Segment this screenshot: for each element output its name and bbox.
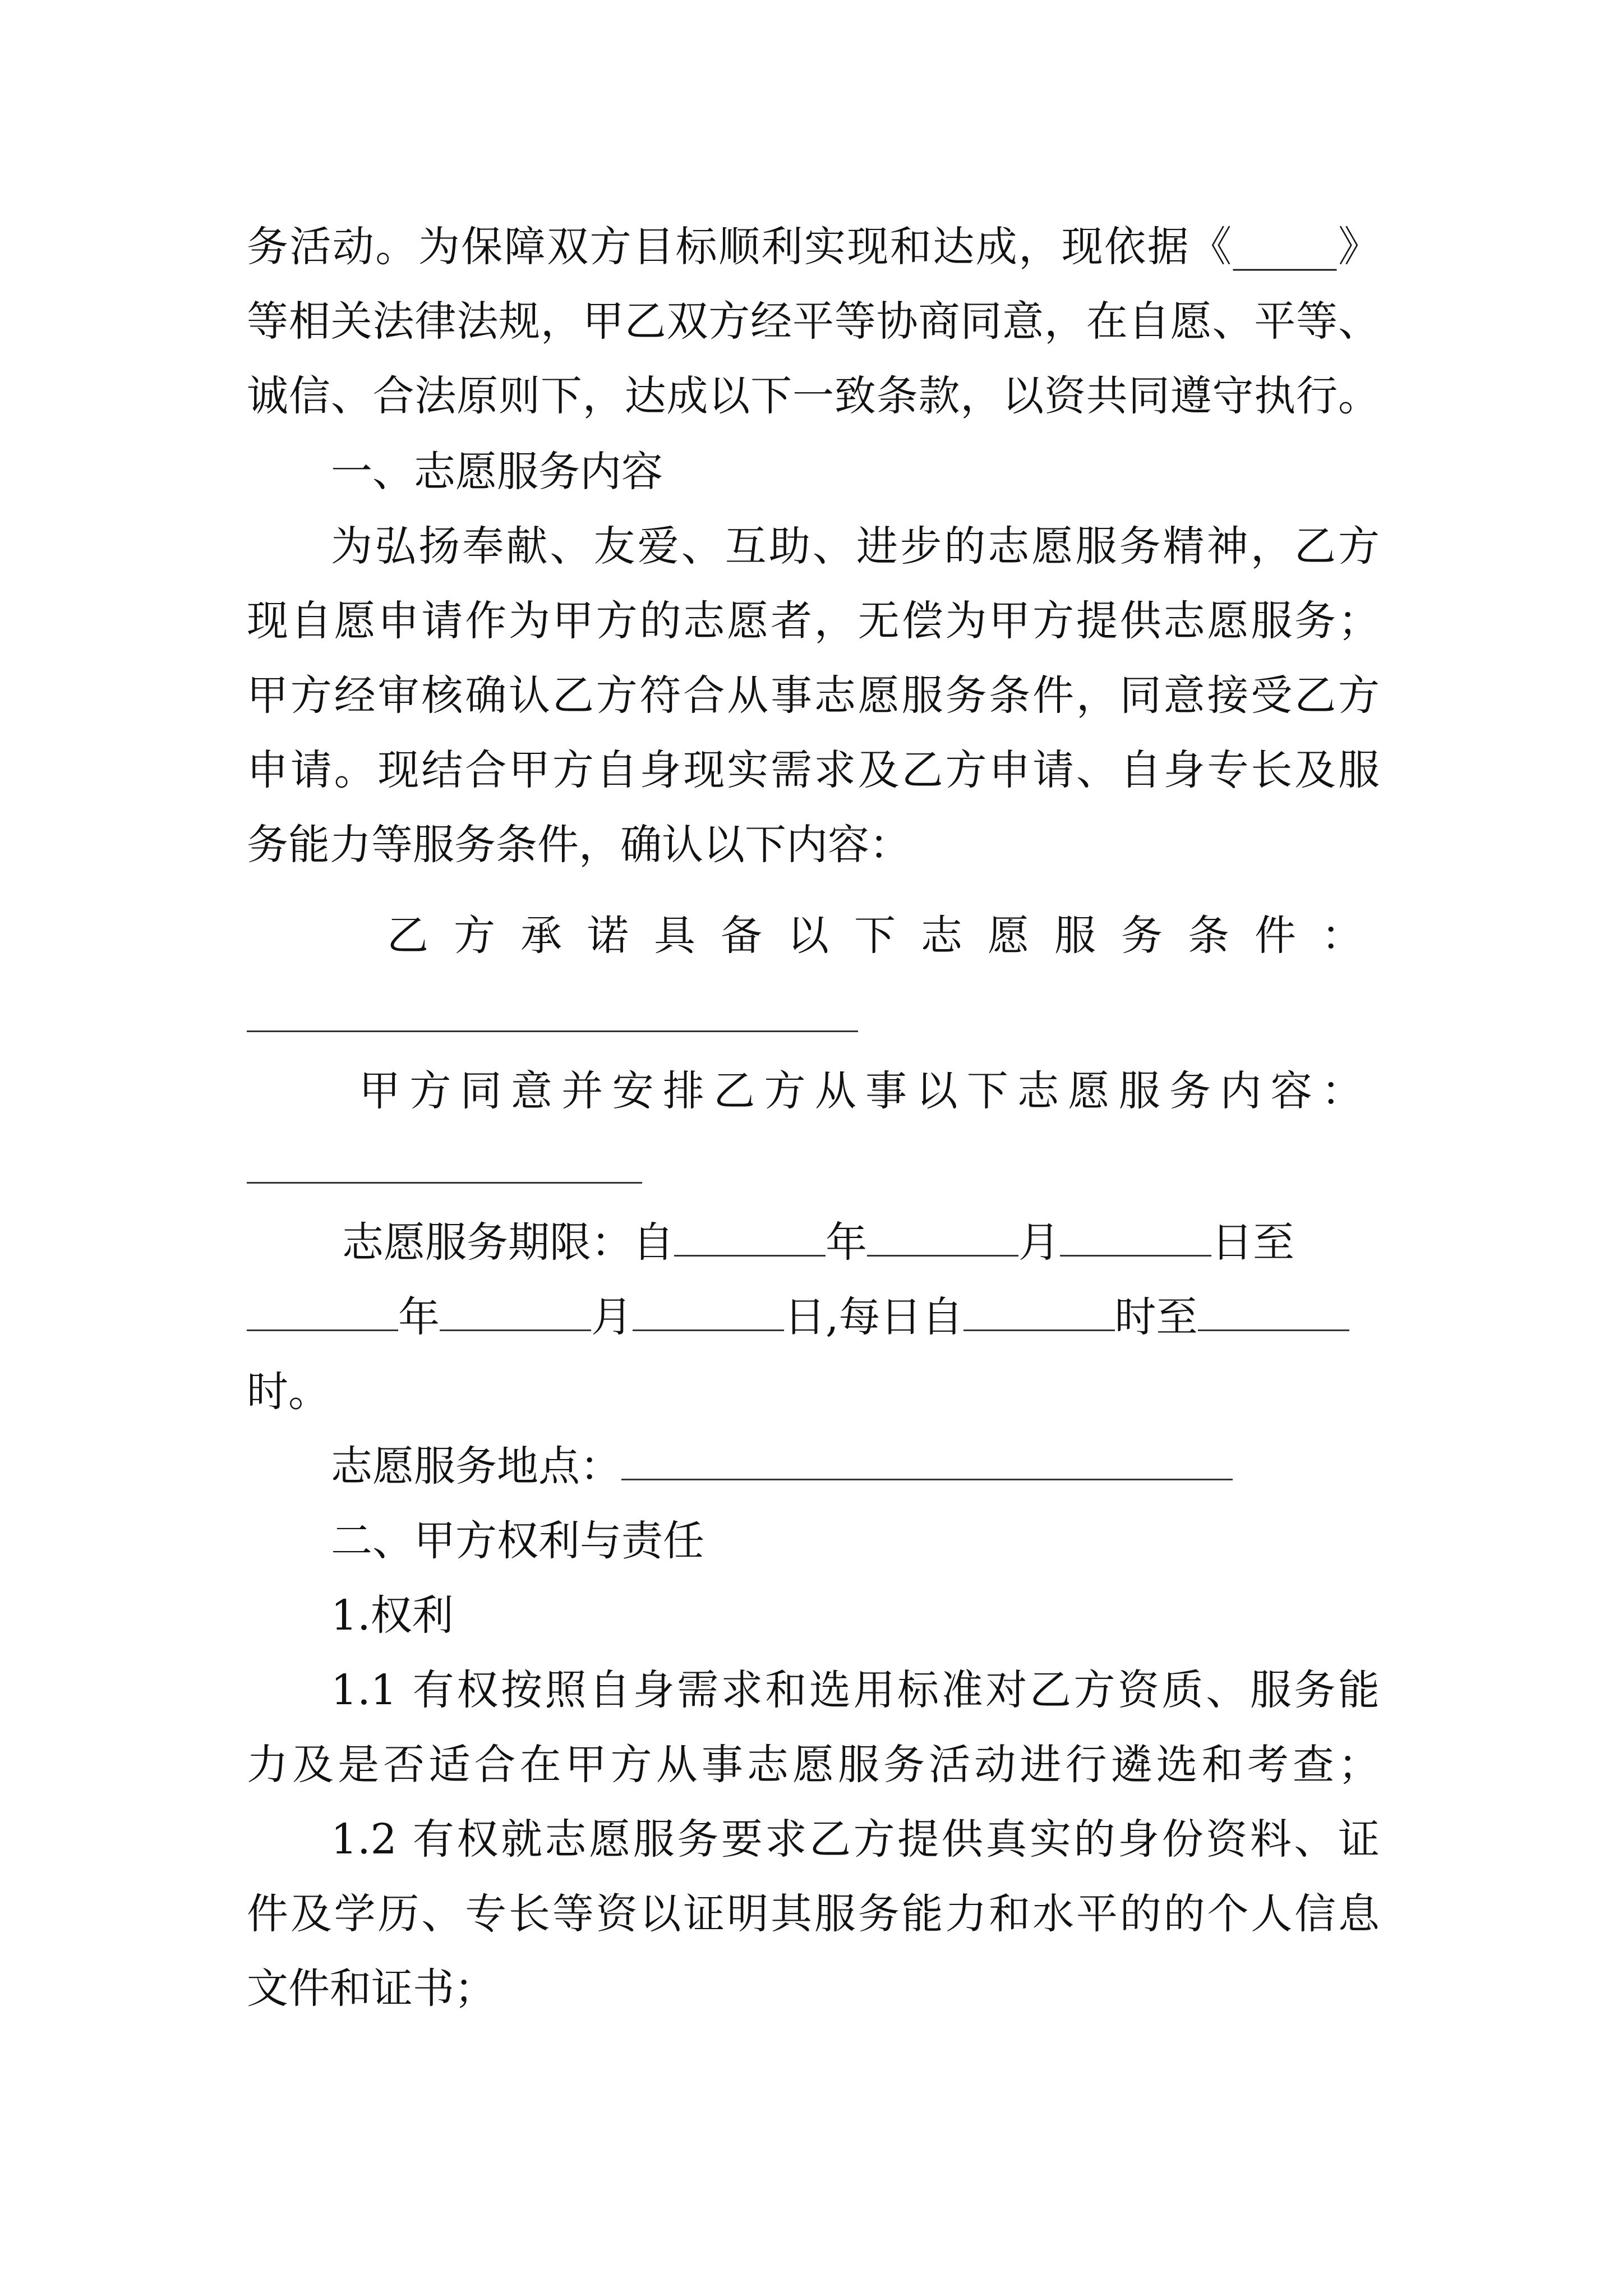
period-line-1 xyxy=(342,1206,1294,1279)
hour-to-label: 时至 xyxy=(1114,1293,1198,1341)
end-month-blank xyxy=(440,1286,591,1331)
year-label: 年 xyxy=(826,1218,867,1267)
period-line-3: 时。 xyxy=(247,1368,330,1416)
day-to-label: 日至 xyxy=(1211,1218,1294,1267)
period-label: 志愿服务期限：自 xyxy=(342,1218,674,1267)
end-hour-blank xyxy=(1198,1286,1349,1331)
content-blank-line xyxy=(247,1182,642,1184)
section-heading: 二、甲方权利与责任 xyxy=(331,1517,704,1565)
paragraph-line: 务能力等服务条件，确认以下内容： xyxy=(247,821,911,869)
location-blank xyxy=(621,1435,1233,1480)
paragraph-line: 力及是否适合在甲方从事志愿服务活动进行遴选和考查； xyxy=(247,1741,1380,1789)
content-label: 甲方同意并安排乙方从事以下志愿服务内容： xyxy=(359,1067,1363,1115)
start-year-blank xyxy=(674,1211,826,1257)
start-day-blank xyxy=(1060,1211,1211,1257)
paragraph-line: 文件和证书； xyxy=(247,1964,496,2013)
paragraph-line: 诚信、合法原则下，达成以下一致条款，以资共同遵守执行。 xyxy=(247,372,1380,420)
paragraph-line: 务活动。为保障双方目标顺利实现和达成，现依据《_____》 xyxy=(247,223,1380,271)
paragraph-line: 申请。现结合甲方自身现实需求及乙方申请、自身专长及服 xyxy=(247,746,1380,794)
start-month-blank xyxy=(867,1211,1018,1257)
paragraph-line: 等相关法律法规，甲乙双方经平等协商同意，在自愿、平等、 xyxy=(247,297,1380,346)
section-heading: 一、志愿服务内容 xyxy=(331,448,663,496)
paragraph-line: 甲方经审核确认乙方符合从事志愿服务条件，同意接受乙方 xyxy=(247,671,1380,720)
period-line-2 xyxy=(247,1281,1349,1354)
paragraph-line: 1.2 有权就志愿服务要求乙方提供真实的身份资料、证 xyxy=(331,1815,1380,1864)
rights-heading: 1.权利 xyxy=(331,1591,454,1640)
paragraph-line: 件及学历、专长等资以证明其服务能力和水平的的个人信息 xyxy=(247,1890,1380,1938)
end-day-blank xyxy=(633,1286,784,1331)
year-label: 年 xyxy=(398,1293,440,1341)
conditions-blank-line xyxy=(247,1030,858,1032)
month-label: 月 xyxy=(1018,1218,1060,1267)
location-label: 志愿服务地点： xyxy=(331,1442,621,1490)
conditions-label: 乙方承诺具备以下志愿服务条件： xyxy=(387,912,1363,960)
day-daily-label: 日,每日自 xyxy=(784,1293,963,1341)
paragraph-line: 为弘扬奉献、友爱、互助、进步的志愿服务精神，乙方 xyxy=(331,522,1380,570)
end-year-blank xyxy=(247,1286,398,1331)
paragraph-line: 现自愿申请作为甲方的志愿者，无偿为甲方提供志愿服务； xyxy=(247,597,1380,645)
month-label: 月 xyxy=(591,1293,633,1341)
start-hour-blank xyxy=(963,1286,1115,1331)
location-line xyxy=(331,1430,1233,1503)
paragraph-line: 1.1 有权按照自身需求和选用标准对乙方资质、服务能 xyxy=(331,1666,1380,1714)
